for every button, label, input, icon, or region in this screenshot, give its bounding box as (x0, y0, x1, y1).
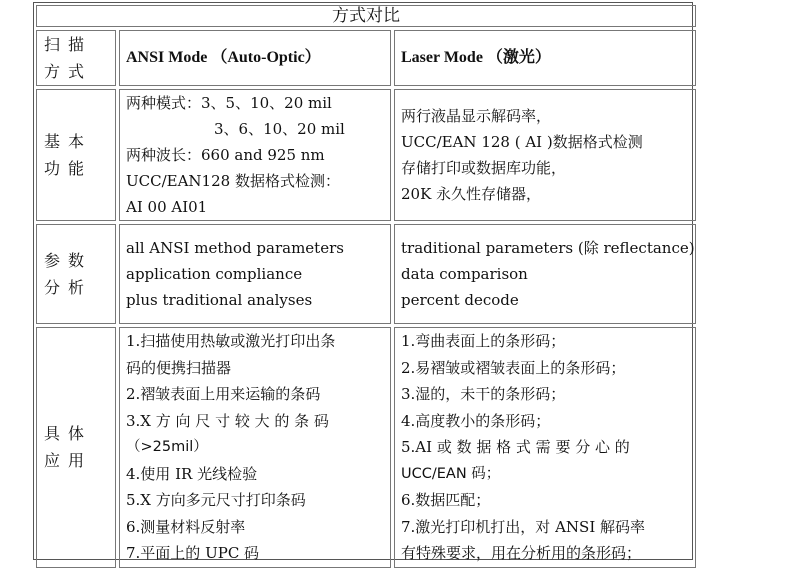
cell-line: 两行液晶显示解码率， (401, 107, 552, 125)
cell-line: 3.X 方 向 尺 寸 较 大 的 条 码 (126, 411, 329, 430)
cell-laser-applications (394, 327, 696, 568)
cell-line: all ANSI method parameters (126, 239, 344, 257)
cell-line: （>25mil） (126, 439, 208, 455)
cell-line: UCC/EAN 码； (401, 465, 501, 482)
cell-line: 两种模式：3、5、10、20 mil (126, 94, 332, 112)
cell-laser-params (394, 224, 696, 324)
cell-line: 3.湿的，未干的条形码； (401, 385, 566, 403)
row-label-basic-function: 基本功能 (36, 89, 116, 221)
cell-line: 1.扫描使用热敏或激光打印出条 (126, 332, 336, 350)
row-label-scan-mode: 扫描方式 (36, 30, 116, 86)
cell-line: UCC/EAN 128 ( AI )数据格式检测 (401, 133, 643, 151)
table-row (36, 89, 696, 221)
cell-line: 4.使用 IR 光线检验 (126, 464, 258, 483)
cell-line: 5.AI 或 数 据 格 式 需 要 分 心 的 (401, 438, 630, 456)
cell-ansi-applications (119, 327, 391, 568)
cell-line: 2.易褶皱或褶皱表面上的条形码； (401, 358, 626, 377)
cell-line: 1.弯曲表面上的条形码； (401, 332, 566, 350)
cell-line: 6.数据匹配； (401, 491, 491, 509)
cell-line: data comparison (401, 265, 528, 283)
cell-line: 6.测量材料反射率 (126, 517, 246, 536)
row-label-parameter-analysis: 参数分析 (36, 224, 116, 324)
cell-line: 4.高度教小的条形码； (401, 411, 551, 430)
column-header-ansi: ANSI Mode （Auto-Optic） (119, 30, 391, 86)
cell-line: 20K 永久性存储器， (401, 185, 542, 203)
cell-ansi-params (119, 224, 391, 324)
cell-line: 7.激光打印机打出，对 ANSI 解码率 (401, 517, 646, 536)
comparison-table (33, 2, 699, 571)
table-title: 方式对比 (36, 5, 696, 27)
cell-line: 存储打印或数据库功能， (401, 159, 567, 177)
column-header-laser: Laser Mode （激光） (394, 30, 696, 86)
table-row (36, 224, 696, 324)
cell-ansi-basic (119, 89, 391, 221)
title-row (36, 5, 696, 27)
cell-line: 两种波长：660 and 925 nm (126, 146, 325, 164)
cell-line: 7.平面上的 UPC 码 (126, 544, 260, 562)
cell-laser-basic (394, 89, 696, 221)
row-label-applications: 具体应用 (36, 327, 116, 568)
cell-line: AI 00 AI01 (126, 198, 208, 216)
cell-line: 2.褶皱表面上用来运输的条码 (126, 385, 321, 403)
cell-line: plus traditional analyses (126, 291, 313, 309)
cell-line: 码的便携扫描器 (126, 358, 232, 377)
cell-line: application compliance (126, 265, 303, 283)
cell-line: 5.X 方向多元尺寸打印条码 (126, 491, 306, 509)
cell-line: percent decode (401, 291, 519, 309)
table-row (36, 327, 696, 568)
cell-line: 3、6、10、20 mil (214, 120, 345, 138)
cell-line: UCC/EAN128 数据格式检测： (126, 172, 340, 190)
header-row (36, 30, 696, 86)
cell-line: 有特殊要求，用在分析用的条形码； (401, 544, 642, 562)
cell-line: traditional parameters (除 reflectance) (401, 239, 695, 257)
